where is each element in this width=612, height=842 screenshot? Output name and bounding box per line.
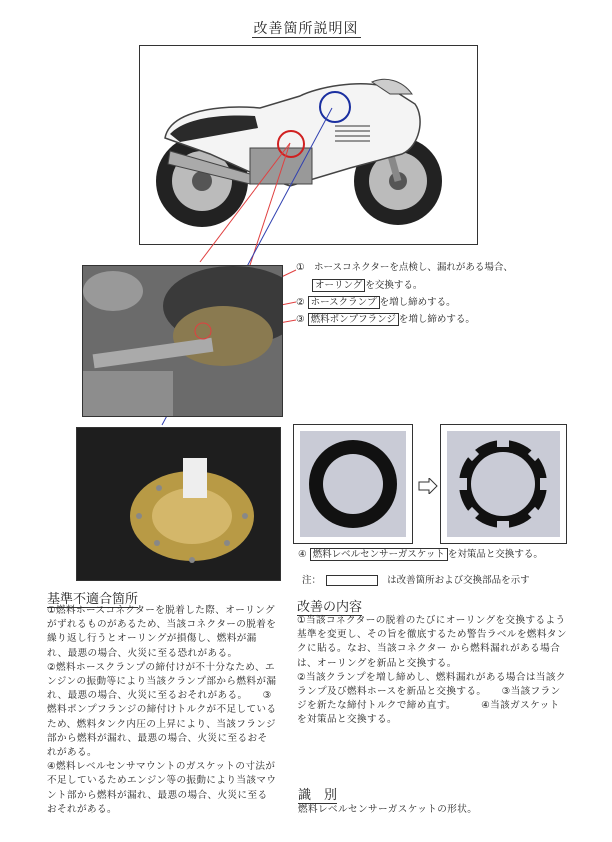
left-section-heading: 基準不適合箇所 <box>47 592 139 607</box>
right-paragraph-1: ①当該コネクターの脱着のたびにオーリングを交換するよう基準を変更し、その旨を徹底するため警告ラベルを燃料タンクに貼る。なお、当該コネクター から燃料漏れがある場合は、オーリングを新品と交換する。 <box>297 615 567 669</box>
legend-box <box>326 575 378 586</box>
right-paragraph-2: ②当該クランプを増し締めし、燃料漏れがある場合は当該クランプ及び燃料ホースを新品と交換する。 ③当該フランジを新たな締付トルクで締め直す。 ④当該ガスケットを対策品と交換する。 <box>297 671 566 726</box>
left-paragraph-3: ④燃料レベルセンサマウントのガスケットの寸法が不足しているためエンジン等の振動により当該マウント部から燃料が漏れ、最悪の場合、火災に至るおそれがある。 <box>47 761 277 815</box>
arrow-right-icon <box>418 478 438 498</box>
fuel-level-sensor-photo <box>76 427 281 581</box>
fuel-pump-photo <box>82 265 283 417</box>
identification-text: 燃料レベルセンサーガスケットの形状。 <box>298 804 478 815</box>
callout-2: ② ホースクランプ を増し締めする。 <box>296 297 456 308</box>
left-paragraph-2: ②燃料ホースクランプの締付けが不十分なため、エンジンの振動等により当該クランプ部から燃料が漏れ、最悪の場合、火災に至るおそれがある。 ③燃料ポンプフランジの締付けトルクが不足しているため、燃料タンク内圧の上昇により、当該フランジ部から燃料が漏れ、最悪の場合、火災に至るおそれがある。 <box>47 661 277 759</box>
right-section-body <box>297 614 569 728</box>
callout-list <box>296 261 596 327</box>
callout-1: ① ホースコネクターを点検し、漏れがある場合、 <box>296 262 513 273</box>
left-section-body <box>47 604 277 817</box>
identification-heading: 識 別 <box>298 788 338 803</box>
gasket-note: ④ 燃料レベルセンサーガスケット を対策品と交換する。 <box>298 549 543 560</box>
new-gasket-photo <box>440 424 567 544</box>
callout-1b: オーリング を交換する。 <box>312 279 596 294</box>
left-paragraph-1: ①燃料ホースコネクターを脱着した際、オーリングがずれるものがあるため、当該コネクターの脱着を繰り返し行うとオーリングが損傷し、燃料が漏れ、最悪の場合、火災に至る恐れがある。 <box>47 605 277 659</box>
page-title: 改善箇所説明図 <box>253 21 359 37</box>
callout-3: ③ 燃料ポンプフランジ を増し締めする。 <box>296 313 475 325</box>
old-gasket-photo <box>293 424 413 544</box>
right-section-heading: 改善の内容 <box>297 600 363 615</box>
legend-note: 注： は改善箇所および交換部品を示す <box>302 575 530 586</box>
